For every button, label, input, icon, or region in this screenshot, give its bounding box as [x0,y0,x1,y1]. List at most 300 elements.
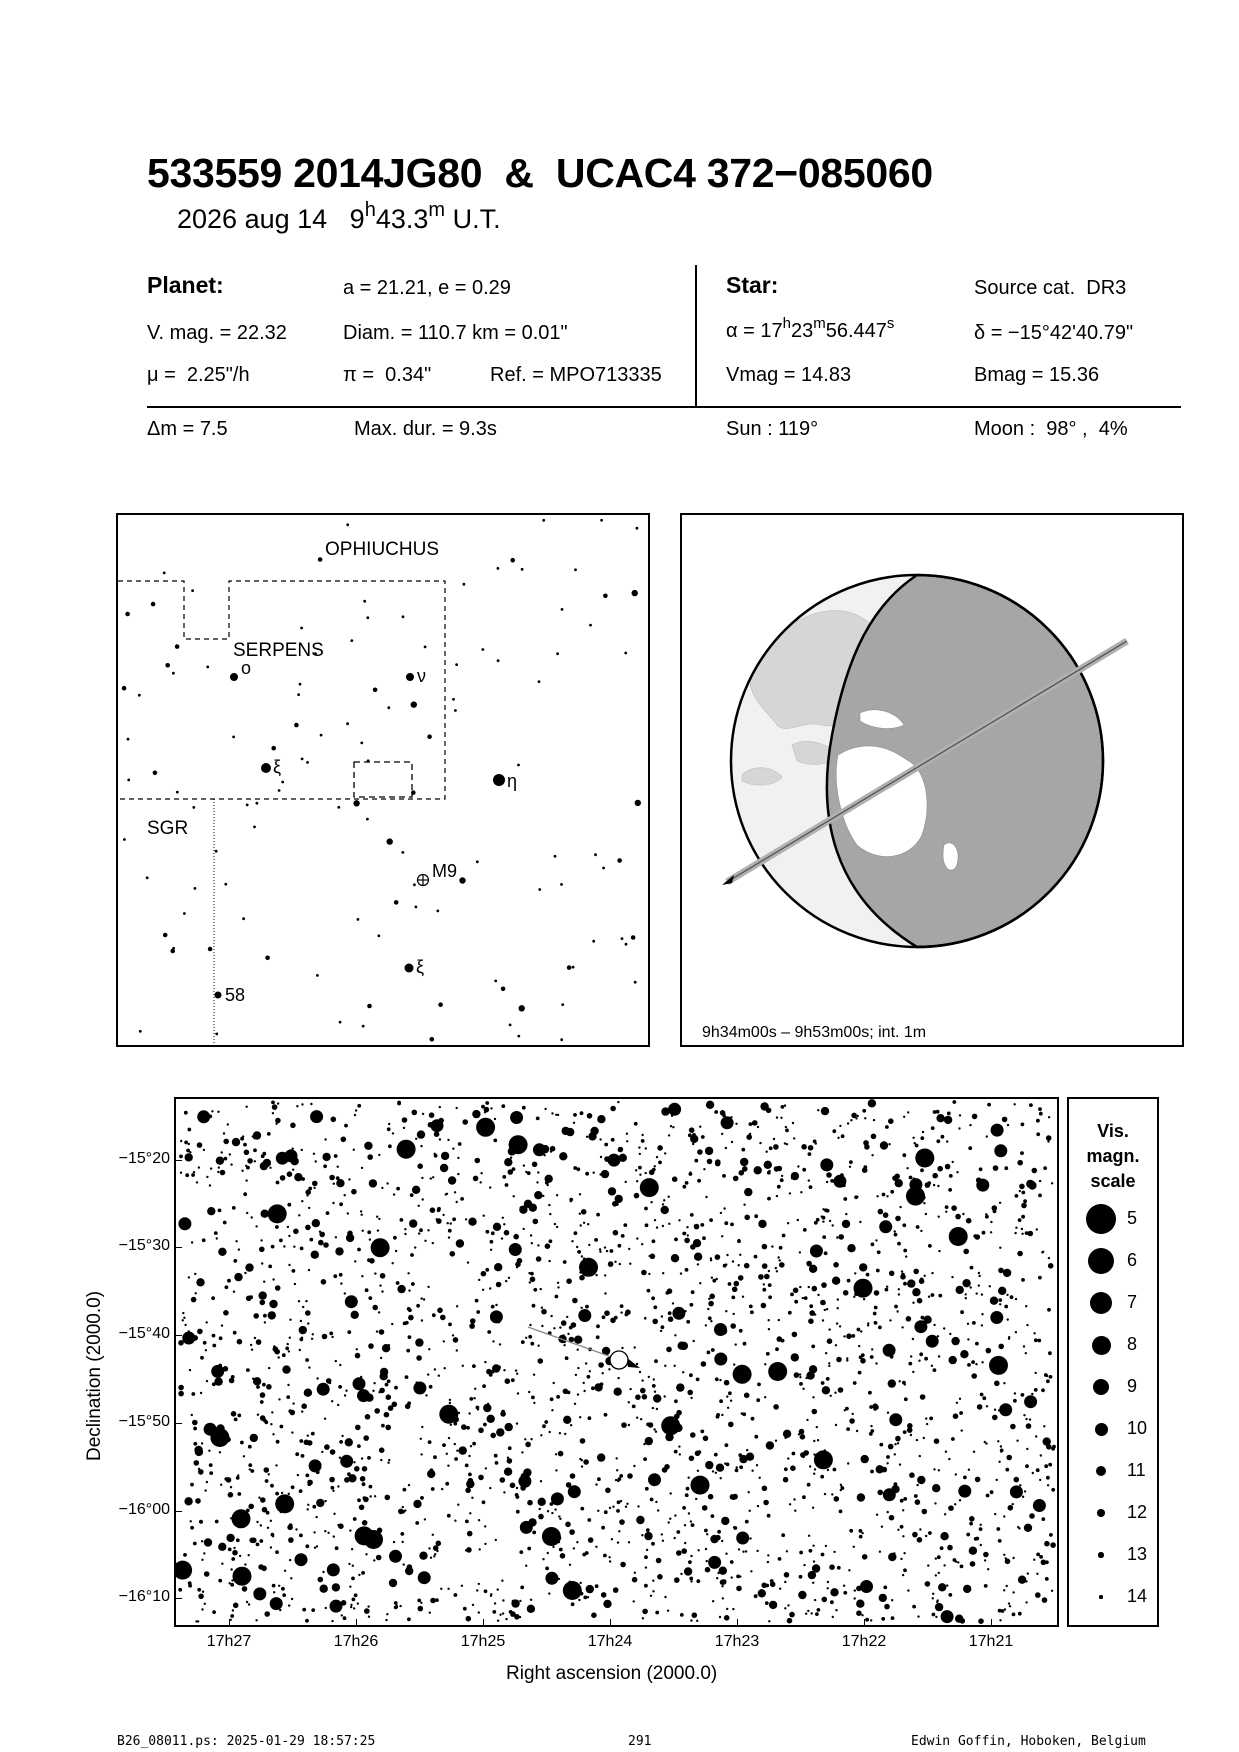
chart-star [701,1361,707,1367]
chart-star [787,1457,789,1459]
chart-star [467,1261,469,1263]
chart-star [246,1368,250,1372]
chart-star [354,1593,358,1597]
chart-star [926,1423,928,1425]
chart-star [1045,1577,1049,1581]
chart-star [913,1177,915,1179]
chart-star [620,1562,626,1568]
chart-star [1048,1351,1052,1355]
chart-star [400,1218,404,1222]
chart-star [840,1484,842,1486]
chart-star [418,1606,424,1612]
chart-star [403,1563,405,1565]
chart-star [833,1551,835,1553]
chart-star [1008,1505,1014,1511]
chart-star [298,1214,300,1216]
chart-star [415,1138,417,1140]
finder-star [452,698,455,701]
chart-star [398,1509,404,1515]
chart-star [454,1443,456,1445]
chart-star [193,1427,197,1431]
chart-star [463,1607,467,1611]
chart-star [902,1153,906,1157]
chart-star [919,1528,921,1530]
chart-star [990,1311,1003,1324]
chart-star [668,1311,672,1315]
chart-star [956,1402,958,1404]
chart-star [945,1205,949,1209]
chart-star [265,1479,269,1483]
chart-star [869,1405,873,1409]
chart-star [341,1137,347,1143]
chart-star [362,1230,364,1232]
chart-star [408,1484,410,1486]
chart-star [223,1139,229,1145]
chart-star [656,1226,658,1228]
chart-star [242,1135,244,1137]
chart-star [884,1604,890,1610]
chart-star [357,1248,361,1252]
chart-star [536,1181,538,1183]
chart-star [569,1564,571,1566]
chart-star [857,1493,865,1501]
chart-star [532,1304,536,1308]
chart-star [394,1601,398,1605]
chart-star [826,1308,828,1310]
chart-star [975,1537,979,1541]
chart-star [901,1270,903,1272]
chart-star [561,1320,567,1326]
chart-star [465,1218,467,1220]
chart-star [203,1341,207,1345]
chart-star [524,1438,526,1440]
chart-star [418,1205,420,1207]
chart-star [387,1462,389,1464]
chart-star [732,1287,738,1293]
chart-star [196,1278,204,1286]
chart-star [948,1458,950,1460]
chart-star [706,1101,714,1109]
chart-star [905,1255,907,1257]
chart-star [649,1255,651,1257]
chart-star [935,1574,937,1576]
chart-star [876,1514,878,1516]
chart-star [654,1359,658,1363]
chart-star [415,1338,423,1346]
chart-star [965,1293,967,1295]
chart-star [912,1288,920,1296]
chart-star [888,1118,894,1124]
chart-star [583,1382,585,1384]
chart-star [233,1291,235,1293]
chart-star [1009,1605,1011,1607]
chart-star [256,1339,262,1345]
chart-star [834,1392,836,1394]
chart-star [253,1148,257,1152]
chart-star [708,1301,714,1307]
chart-star [949,1333,951,1335]
chart-star [478,1583,480,1585]
magnitude-scale [1067,1097,1159,1627]
chart-star [684,1542,686,1544]
chart-star [324,1418,326,1420]
chart-star [183,1553,187,1557]
chart-star [678,1445,680,1447]
chart-star [526,1480,528,1482]
chart-star [459,1446,467,1454]
chart-star [686,1320,690,1324]
ra-tick [864,1619,865,1627]
chart-star [739,1254,741,1256]
chart-star [1051,1590,1053,1592]
chart-star [831,1493,833,1495]
chart-star [308,1187,312,1191]
finder-star [589,624,592,627]
chart-star [621,1347,623,1349]
chart-star [491,1231,495,1235]
chart-star [340,1282,342,1284]
chart-star [903,1430,907,1434]
chart-star [712,1600,714,1602]
chart-star [904,1397,908,1401]
chart-star [497,1620,499,1622]
chart-star [725,1553,727,1555]
chart-star [860,1330,862,1332]
chart-star [644,1207,648,1211]
chart-star [570,1473,576,1479]
chart-star [305,1358,309,1362]
chart-star [352,1598,356,1602]
magnitude-dot [1099,1595,1102,1598]
declination-tick [174,1247,182,1248]
chart-star [608,1261,614,1267]
chart-star [676,1383,684,1391]
chart-star [861,1614,863,1616]
magnitude-label: 6 [1127,1250,1138,1270]
chart-star [424,1518,426,1520]
chart-star [322,1153,330,1161]
chart-star [335,1236,337,1238]
chart-star [457,1173,459,1175]
chart-star [639,1153,641,1155]
chart-star [489,1287,491,1289]
finder-star [377,934,380,937]
chart-star [542,1558,544,1560]
chart-star [472,1364,476,1368]
chart-star [367,1154,373,1160]
chart-star [231,1557,235,1561]
chart-star [707,1351,711,1355]
chart-star [891,1616,895,1620]
chart-star [367,1605,369,1607]
chart-star [396,1605,398,1607]
chart-star [636,1516,644,1524]
chart-star [611,1138,615,1142]
chart-star [336,1179,344,1187]
chart-star [288,1264,290,1266]
chart-star [385,1495,391,1501]
chart-star [429,1612,431,1614]
chart-star [792,1452,796,1456]
chart-star [380,1459,382,1461]
chart-star [879,1594,887,1602]
chart-star [935,1338,937,1340]
chart-star [505,1423,513,1431]
chart-star [250,1469,254,1473]
chart-star [563,1389,569,1395]
chart-star [708,1494,714,1500]
chart-star [433,1455,437,1459]
finder-star [294,723,299,728]
chart-star [461,1585,463,1587]
chart-star [908,1362,912,1366]
chart-star [859,1263,867,1271]
chart-star [902,1509,904,1511]
chart-star [225,1437,231,1443]
chart-star [335,1360,337,1362]
chart-star [353,1377,366,1390]
chart-star [508,1446,512,1450]
chart-star [282,1593,286,1597]
chart-star [924,1357,928,1361]
chart-star [937,1185,939,1187]
chart-star [351,1577,355,1581]
chart-star [674,1334,676,1336]
finder-star [501,987,506,992]
chart-star [490,1595,492,1597]
chart-star [490,1310,503,1323]
chart-star [588,1132,596,1140]
chart-star [359,1506,361,1508]
chart-star [316,1545,318,1547]
chart-star [874,1306,878,1310]
chart-star [260,1300,266,1306]
chart-star [775,1347,779,1351]
chart-star [228,1492,234,1498]
finder-star [242,917,245,920]
chart-star [520,1586,524,1590]
chart-star [333,1513,335,1515]
chart-star [981,1324,983,1326]
chart-star [566,1316,568,1318]
chart-star [828,1328,830,1330]
chart-star [670,1125,672,1127]
chart-star [376,1555,382,1561]
finder-star [572,966,575,969]
chart-star [444,1367,446,1369]
finder-star [411,790,416,795]
finder-star [561,1003,564,1006]
chart-star [1015,1227,1017,1229]
chart-star [197,1144,199,1146]
chart-star [583,1222,585,1224]
chart-star [715,1377,719,1381]
chart-star [269,1167,271,1169]
chart-star [290,1123,296,1129]
chart-star [502,1217,504,1219]
chart-star [601,1170,609,1178]
chart-star [206,1380,208,1382]
chart-star [654,1165,656,1167]
chart-star [195,1292,197,1294]
chart-star [292,1269,296,1273]
chart-star [244,1563,246,1565]
chart-star [992,1415,998,1421]
chart-star [966,1533,970,1537]
chart-star [473,1176,479,1182]
chart-star [824,1251,828,1255]
chart-star [1048,1257,1050,1259]
chart-star [953,1340,957,1344]
ra-tick-label: 17h27 [206,1633,252,1650]
chart-star [978,1284,980,1286]
chart-star [917,1298,923,1304]
chart-star [826,1377,830,1381]
chart-star [1012,1503,1014,1505]
chart-star [201,1608,203,1610]
chart-star [547,1510,549,1512]
chart-star [486,1230,490,1234]
chart-star [803,1228,807,1232]
chart-star [922,1509,928,1515]
planet-vmag: V. mag. = 22.32 [147,322,287,344]
chart-star [495,1461,499,1465]
chart-star [576,1246,578,1248]
chart-star [517,1392,519,1394]
chart-star [312,1333,314,1335]
finder-star [387,706,390,709]
star-source-catalog: Source cat. DR3 [974,277,1127,299]
chart-star [854,1589,856,1591]
chart-star [1021,1123,1025,1127]
chart-star [842,1220,850,1228]
chart-star [186,1149,190,1153]
chart-star [750,1570,752,1572]
ra-tick [356,1619,357,1627]
chart-star [520,1485,526,1491]
chart-star [236,1538,240,1542]
chart-star [334,1154,338,1158]
chart-star [740,1158,748,1166]
chart-star [934,1502,936,1504]
chart-star [1000,1445,1002,1447]
chart-star [474,1388,476,1390]
chart-star [300,1320,302,1322]
chart-star [432,1176,434,1178]
chart-star [854,1195,858,1199]
chart-star [745,1520,749,1524]
chart-star [733,1526,735,1528]
chart-star [382,1344,390,1352]
chart-star [764,1363,766,1365]
chart-star [541,1309,547,1315]
chart-star [720,1212,722,1214]
chart-star [920,1168,924,1172]
chart-star [877,1490,883,1496]
chart-star [420,1453,422,1455]
chart-star [802,1168,806,1172]
finder-star [600,519,603,522]
chart-star [378,1391,380,1393]
chart-star [923,1437,925,1439]
chart-star [289,1337,291,1339]
chart-star [430,1474,434,1478]
chart-star [936,1139,940,1143]
chart-star [347,1212,349,1214]
chart-star [806,1261,812,1267]
chart-star [724,1615,730,1621]
chart-star [510,1157,512,1159]
chart-star [462,1119,468,1125]
chart-star [420,1496,424,1500]
chart-star [328,1566,330,1568]
finder-star [634,981,637,984]
chart-star [326,1211,330,1215]
chart-star [852,1413,854,1415]
chart-star [339,1457,341,1459]
chart-star [797,1219,799,1221]
chart-star [266,1511,270,1515]
chart-star [843,1197,847,1201]
chart-star [920,1136,924,1140]
chart-star [363,1435,369,1441]
chart-star [573,1547,575,1549]
finder-star [387,838,393,844]
chart-star [710,1535,718,1543]
chart-star [971,1360,975,1364]
chart-star [255,1225,257,1227]
chart-star [636,1363,638,1365]
chart-star [491,1370,495,1374]
chart-star [638,1166,642,1170]
chart-star [982,1396,986,1400]
chart-star [275,1464,277,1466]
chart-star [559,1518,561,1520]
finder-star [318,557,323,562]
chart-star [269,1300,277,1308]
chart-star [299,1326,307,1334]
chart-star [381,1290,383,1292]
chart-star [663,1199,665,1201]
chart-star [218,1209,222,1213]
declination-tick-label: −16°10 [118,1588,170,1605]
chart-star [183,1317,185,1319]
chart-star [287,1171,293,1177]
chart-star [700,1430,704,1434]
chart-star [773,1404,779,1410]
chart-star [767,1197,771,1201]
chart-star [621,1422,627,1428]
magnitude-dot [1088,1248,1114,1274]
chart-star [223,1132,225,1134]
chart-star [604,1143,608,1147]
chart-star [838,1387,844,1393]
chart-star [676,1530,680,1534]
chart-star [931,1126,935,1130]
chart-star [960,1350,968,1358]
chart-star [895,1179,903,1187]
chart-star [260,1400,264,1404]
chart-star [920,1394,926,1400]
chart-star [895,1436,901,1442]
declination-tick [174,1160,182,1161]
chart-star [316,1377,318,1379]
chart-star [833,1262,839,1268]
finder-star [636,527,639,530]
chart-star [1044,1541,1050,1547]
finder-star [339,1021,342,1024]
chart-star [361,1214,363,1216]
